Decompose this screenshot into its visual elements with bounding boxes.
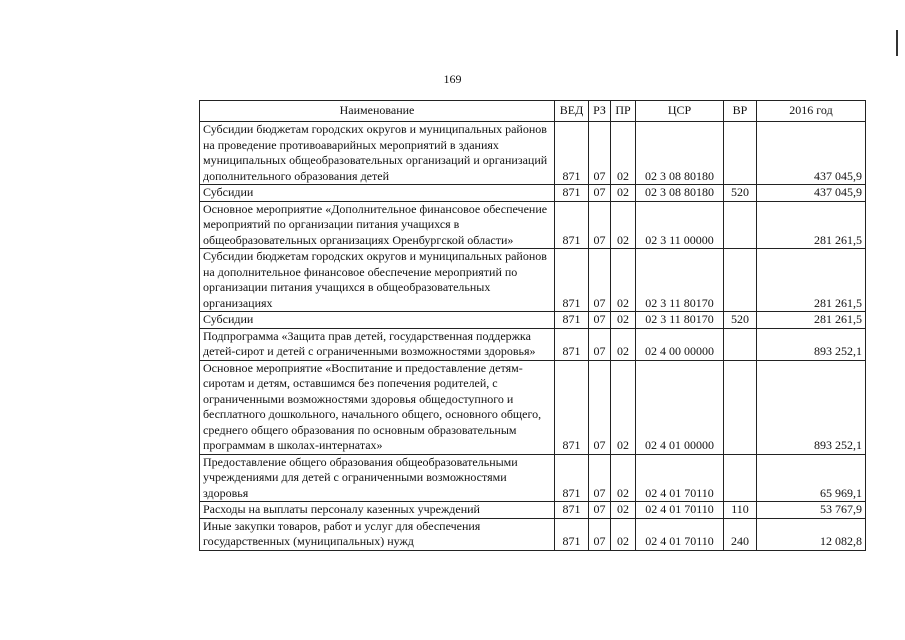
header-name: Наименование bbox=[200, 101, 555, 122]
header-pr: ПР bbox=[611, 101, 636, 122]
row-csr: 02 3 11 00000 bbox=[636, 201, 724, 249]
row-csr: 02 4 01 70110 bbox=[636, 454, 724, 502]
row-name: Субсидии бюджетам городских округов и муниципальных районов на дополнительное финансовое обеспечение мероприятий по организации питания учащихся в общеобразовательных организациях bbox=[200, 249, 555, 312]
row-pr: 02 bbox=[611, 122, 636, 185]
row-vr bbox=[724, 454, 757, 502]
row-ved: 871 bbox=[555, 518, 589, 550]
row-pr: 02 bbox=[611, 201, 636, 249]
row-rz: 07 bbox=[589, 249, 611, 312]
row-rz: 07 bbox=[589, 122, 611, 185]
table-row bbox=[200, 454, 866, 502]
table-row bbox=[200, 201, 866, 249]
row-ved: 871 bbox=[555, 201, 589, 249]
row-vr: 520 bbox=[724, 312, 757, 329]
row-csr: 02 4 00 00000 bbox=[636, 328, 724, 360]
table-body bbox=[200, 122, 866, 551]
row-name: Предоставление общего образования общеобразовательными учреждениями для детей с ограниченными возможностями здоровья bbox=[200, 454, 555, 502]
page-number: 169 bbox=[443, 72, 462, 86]
table-row bbox=[200, 312, 866, 329]
row-ved: 871 bbox=[555, 249, 589, 312]
row-amount: 281 261,5 bbox=[757, 312, 866, 329]
header-vr: ВР bbox=[724, 101, 757, 122]
row-pr: 02 bbox=[611, 454, 636, 502]
table-row bbox=[200, 328, 866, 360]
header-ved: ВЕД bbox=[555, 101, 589, 122]
row-ved: 871 bbox=[555, 185, 589, 202]
row-amount: 893 252,1 bbox=[757, 360, 866, 454]
row-vr bbox=[724, 328, 757, 360]
row-rz: 07 bbox=[589, 502, 611, 519]
row-rz: 07 bbox=[589, 201, 611, 249]
row-amount: 12 082,8 bbox=[757, 518, 866, 550]
row-ved: 871 bbox=[555, 328, 589, 360]
row-csr: 02 4 01 70110 bbox=[636, 502, 724, 519]
row-amount: 281 261,5 bbox=[757, 249, 866, 312]
row-pr: 02 bbox=[611, 312, 636, 329]
table-row bbox=[200, 122, 866, 185]
row-pr: 02 bbox=[611, 360, 636, 454]
table-row bbox=[200, 502, 866, 519]
row-vr: 240 bbox=[724, 518, 757, 550]
row-ved: 871 bbox=[555, 312, 589, 329]
row-amount: 437 045,9 bbox=[757, 185, 866, 202]
row-amount: 53 767,9 bbox=[757, 502, 866, 519]
row-amount: 893 252,1 bbox=[757, 328, 866, 360]
row-name: Иные закупки товаров, работ и услуг для обеспечения государственных (муниципальных) нужд bbox=[200, 518, 555, 550]
row-name: Субсидии bbox=[200, 185, 555, 202]
row-rz: 07 bbox=[589, 518, 611, 550]
header-rz: РЗ bbox=[589, 101, 611, 122]
row-name: Расходы на выплаты персоналу казенных учреждений bbox=[200, 502, 555, 519]
row-name: Основное мероприятие «Воспитание и предоставление детям-сиротам и детям, оставшимся без попечения родителей, с ограниченными возможностями здоровья общедоступного и бесплатного дошкольного, начального общего, основного общего, среднего общего образования по основным образовательным программам в школах-интернатах» bbox=[200, 360, 555, 454]
row-ved: 871 bbox=[555, 454, 589, 502]
row-pr: 02 bbox=[611, 249, 636, 312]
row-csr: 02 3 08 80180 bbox=[636, 122, 724, 185]
row-name: Основное мероприятие «Дополнительное финансовое обеспечение мероприятий по организации питания учащихся в общеобразовательных организациях Оренбургской области» bbox=[200, 201, 555, 249]
row-pr: 02 bbox=[611, 502, 636, 519]
row-vr: 110 bbox=[724, 502, 757, 519]
row-vr: 520 bbox=[724, 185, 757, 202]
row-name: Подпрограмма «Защита прав детей, государственная поддержка детей-сирот и детей с ограниченными возможностями здоровья» bbox=[200, 328, 555, 360]
row-pr: 02 bbox=[611, 518, 636, 550]
row-csr: 02 3 11 80170 bbox=[636, 312, 724, 329]
row-vr bbox=[724, 249, 757, 312]
table-row bbox=[200, 360, 866, 454]
row-vr bbox=[724, 122, 757, 185]
header-amount: 2016 год bbox=[757, 101, 866, 122]
row-pr: 02 bbox=[611, 185, 636, 202]
table-row bbox=[200, 518, 866, 550]
header-csr: ЦСР bbox=[636, 101, 724, 122]
row-ved: 871 bbox=[555, 360, 589, 454]
row-ved: 871 bbox=[555, 502, 589, 519]
row-csr: 02 4 01 70110 bbox=[636, 518, 724, 550]
row-rz: 07 bbox=[589, 454, 611, 502]
page-edge-mark bbox=[896, 30, 898, 56]
row-csr: 02 3 08 80180 bbox=[636, 185, 724, 202]
row-rz: 07 bbox=[589, 328, 611, 360]
row-rz: 07 bbox=[589, 185, 611, 202]
row-pr: 02 bbox=[611, 328, 636, 360]
row-vr bbox=[724, 201, 757, 249]
table-header-row bbox=[200, 101, 866, 122]
row-rz: 07 bbox=[589, 312, 611, 329]
row-amount: 437 045,9 bbox=[757, 122, 866, 185]
budget-table bbox=[199, 100, 866, 551]
row-csr: 02 4 01 00000 bbox=[636, 360, 724, 454]
table-row bbox=[200, 185, 866, 202]
row-rz: 07 bbox=[589, 360, 611, 454]
row-vr bbox=[724, 360, 757, 454]
row-amount: 281 261,5 bbox=[757, 201, 866, 249]
row-amount: 65 969,1 bbox=[757, 454, 866, 502]
row-ved: 871 bbox=[555, 122, 589, 185]
row-name: Субсидии бюджетам городских округов и муниципальных районов на проведение противоаварийных мероприятий в зданиях муниципальных общеобразовательных организаций и организаций дополнительного образования детей bbox=[200, 122, 555, 185]
table-row bbox=[200, 249, 866, 312]
row-name: Субсидии bbox=[200, 312, 555, 329]
row-csr: 02 3 11 80170 bbox=[636, 249, 724, 312]
